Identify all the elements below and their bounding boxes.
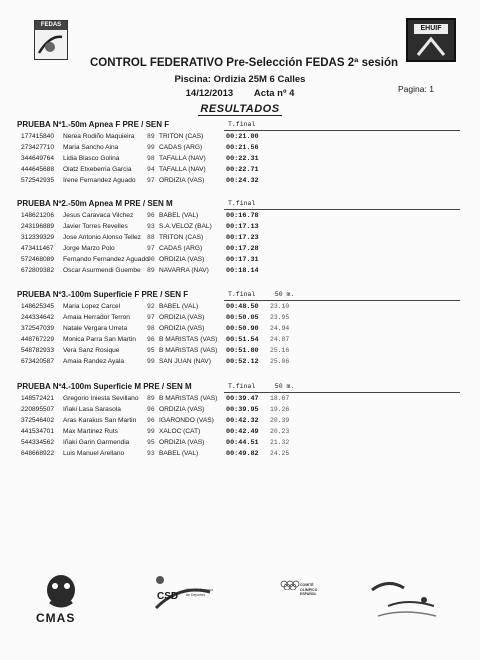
result-row <box>17 243 467 254</box>
license-number: 77415840 <box>24 133 55 140</box>
result-row <box>17 142 467 153</box>
split-50m: 25.06 <box>270 358 290 365</box>
position: 5 <box>21 177 25 184</box>
result-row <box>17 404 467 415</box>
final-time: 00:24.32 <box>226 177 259 185</box>
result-row <box>17 265 467 276</box>
club: ORDIZIA (VAS) <box>159 439 205 446</box>
event-block <box>17 199 467 276</box>
swimmer-name: Jose Antonio Alonso Tellez <box>63 234 141 241</box>
position: 5 <box>21 347 25 354</box>
swimmer-name: Luis Manuel Arellano <box>63 450 125 457</box>
birth-year: 98 <box>147 155 155 162</box>
license-number: 41534701 <box>24 428 55 435</box>
position: 2 <box>21 314 25 321</box>
position-license <box>21 267 54 274</box>
club: XALOC (CAT) <box>159 428 201 435</box>
olympic-rings-icon <box>280 580 300 590</box>
result-row <box>17 221 467 232</box>
swimmer-name: Monica Parra San Martin <box>63 336 136 343</box>
result-row <box>17 437 467 448</box>
result-row <box>17 415 467 426</box>
position: 1 <box>21 133 25 140</box>
swimmer-name: Jesus Caravaca Vilchez <box>63 212 134 219</box>
position-license <box>21 450 54 457</box>
time-column-header: T.final 50 m. <box>228 383 295 390</box>
position-license <box>21 325 54 332</box>
swimmer-name: Javier Torres Revelles <box>63 223 128 230</box>
swimmer-name: Iñaki Lasa Sarasola <box>63 406 121 413</box>
position: 2 <box>21 406 25 413</box>
license-number: 48621206 <box>24 212 55 219</box>
license-number: 43196889 <box>24 223 55 230</box>
license-number: 72809382 <box>24 267 55 274</box>
position-license <box>21 395 54 402</box>
swimmer-name: Natale Vergara Urreta <box>63 325 128 332</box>
birth-year: 99 <box>147 144 155 151</box>
position-license <box>21 234 54 241</box>
position: 1 <box>21 395 25 402</box>
position: 3 <box>21 234 25 241</box>
split-50m: 19.26 <box>270 406 290 413</box>
birth-year: 93 <box>147 450 155 457</box>
final-time: 00:17.28 <box>226 245 259 253</box>
event-header <box>17 382 467 393</box>
result-row <box>17 393 467 404</box>
position-license <box>21 245 54 252</box>
position: 4 <box>21 166 25 173</box>
license-number: 48572421 <box>24 395 55 402</box>
birth-year: 96 <box>147 212 155 219</box>
birth-year: 97 <box>147 245 155 252</box>
result-row <box>17 356 467 367</box>
club: BABEL (VAL) <box>159 303 199 310</box>
position-license <box>21 417 54 424</box>
club: TRITON (CAS) <box>159 234 204 241</box>
final-time: 00:17.13 <box>226 223 259 231</box>
club: ORDIZIA (VAS) <box>159 314 205 321</box>
swimmer-name: Oscar Asurmendi Guembe <box>63 267 141 274</box>
time-column-header: T.final <box>228 121 256 128</box>
birth-year: 96 <box>147 406 155 413</box>
position-license <box>21 303 54 310</box>
event-title: PRUEBA Nº1.-50m Apnea F PRE / SEN F <box>17 120 170 129</box>
final-time: 00:18.14 <box>226 267 259 275</box>
license-number: 72542935 <box>24 177 55 184</box>
swimmer-name: Jorge Marzo Polo <box>63 245 115 252</box>
split-50m: 24.94 <box>270 325 290 332</box>
final-time: 00:17.31 <box>226 256 259 264</box>
event-title: PRUEBA Nº3.-100m Superficie F PRE / SEN F <box>17 290 189 299</box>
license-number: 73420587 <box>24 358 55 365</box>
birth-year: 89 <box>147 133 155 140</box>
swimmer-name: Olatz Etxeberria Garcia <box>63 166 132 173</box>
result-row <box>17 323 467 334</box>
position-license <box>21 133 54 140</box>
swimmer-name: Iñaki Garin Garmendia <box>63 439 130 446</box>
event-title: PRUEBA Nº4.-100m Superficie M PRE / SEN M <box>17 382 192 391</box>
event-header <box>17 120 467 131</box>
position-license <box>21 155 54 162</box>
club: NAVARRA (NAV) <box>159 267 209 274</box>
position-license <box>21 212 54 219</box>
license-number: 48625345 <box>24 303 55 310</box>
position: 4 <box>21 428 25 435</box>
position-license <box>21 439 54 446</box>
date-acta-line: 14/12/2013 Acta nº 4 <box>185 88 295 99</box>
page-title: CONTROL FEDERATIVO Pre-Selección FEDAS 2ª sesión <box>90 57 399 69</box>
club: ORDIZIA (VAS) <box>159 406 205 413</box>
license-number: 48668922 <box>24 450 55 457</box>
cmas-logo-text: CMAS <box>36 611 76 625</box>
birth-year: 99 <box>147 358 155 365</box>
final-time: 00:17.23 <box>226 234 259 242</box>
final-time: 00:52.12 <box>226 358 259 366</box>
club: ORDIZIA (VAS) <box>159 177 205 184</box>
position: 6 <box>21 358 25 365</box>
license-number: 44645688 <box>24 166 55 173</box>
time-column-header: T.final <box>228 200 256 207</box>
final-time: 00:51.80 <box>226 347 259 355</box>
position-license <box>21 336 54 343</box>
final-time: 00:48.50 <box>226 303 259 311</box>
result-row <box>17 131 467 142</box>
section-heading-text: RESULTADOS <box>200 103 280 115</box>
final-time: 00:22.31 <box>226 155 259 163</box>
club: B MARISTAS (VAS) <box>159 336 218 343</box>
birth-year: 88 <box>147 234 155 241</box>
birth-year: 96 <box>147 417 155 424</box>
birth-year: 93 <box>147 223 155 230</box>
swimmer-name: Amaia Herrador Terron <box>63 314 130 321</box>
birth-year: 92 <box>147 303 155 310</box>
fedas-emblem-icon <box>35 31 66 59</box>
split-50m: 24.25 <box>270 450 290 457</box>
club: CADAS (ARG) <box>159 144 203 151</box>
club: TRITON (CAS) <box>159 133 204 140</box>
event-title: PRUEBA Nº2.-50m Apnea M PRE / SEN M <box>17 199 173 208</box>
split-50m: 23.10 <box>270 303 290 310</box>
fedas-logo <box>34 20 68 60</box>
birth-year: 95 <box>147 439 155 446</box>
final-time: 00:21.00 <box>226 133 259 141</box>
birth-year: 97 <box>147 314 155 321</box>
result-row <box>17 448 467 459</box>
swimmer-name: Lidia Blasco Golina <box>63 155 120 162</box>
coe-caption: COMITÉ OLÍMPICO ESPAÑOL <box>300 583 318 596</box>
birth-year: 94 <box>147 166 155 173</box>
final-time: 00:42.49 <box>226 428 259 436</box>
result-row <box>17 153 467 164</box>
split-50m: 20.23 <box>270 428 290 435</box>
final-time: 00:50.05 <box>226 314 259 322</box>
swimmer-name: Amaia Randez Ayala <box>63 358 125 365</box>
time-column-header: T.final 50 m. <box>228 291 295 298</box>
section-heading <box>0 103 480 115</box>
position: 1 <box>21 212 25 219</box>
license-number: 48767229 <box>24 336 55 343</box>
result-row <box>17 164 467 175</box>
venue-line: Piscina: Ordizia 25M 6 Calles <box>174 74 306 85</box>
position: 2 <box>21 144 25 151</box>
split-50m: 24.87 <box>270 336 290 343</box>
birth-year: 96 <box>147 336 155 343</box>
position-license <box>21 256 54 263</box>
birth-year: 95 <box>147 347 155 354</box>
result-row <box>17 254 467 265</box>
position-license <box>21 347 54 354</box>
swimmer-name: Aras Karakus San Martin <box>63 417 137 424</box>
result-row <box>17 301 467 312</box>
position-license <box>21 177 54 184</box>
birth-year: 99 <box>147 428 155 435</box>
position: 2 <box>21 223 25 230</box>
birth-year: 98 <box>147 325 155 332</box>
position-license <box>21 314 54 321</box>
club: S.A.VELOZ (BAL) <box>159 223 212 230</box>
split-50m: 18.67 <box>270 395 290 402</box>
swimmer-name: Gregorio Iniesta Sevillano <box>63 395 139 402</box>
swimmer-name: Max Martinez Ruts <box>63 428 118 435</box>
event-header <box>17 290 467 301</box>
final-time: 00:44.51 <box>226 439 259 447</box>
final-time: 00:22.71 <box>226 166 259 174</box>
page-number: Pagina: 1 <box>398 84 434 94</box>
result-row <box>17 210 467 221</box>
event-block <box>17 290 467 367</box>
csd-caption: Consejo Superior de Deportes <box>186 588 214 597</box>
swimmer-name: Irene Fernandez Aguado <box>63 177 136 184</box>
position: 5 <box>21 256 25 263</box>
result-row <box>17 426 467 437</box>
birth-year: 97 <box>147 177 155 184</box>
fedas-logo-text: FEDAS <box>35 21 67 30</box>
license-number: 73411467 <box>24 245 54 252</box>
swimmer-name: Vera Sanz Rosique <box>63 347 120 354</box>
final-time: 00:39.47 <box>226 395 259 403</box>
result-row <box>17 345 467 356</box>
position: 4 <box>21 245 25 252</box>
swimmer-name: Fernando Fernandez Aguado <box>63 256 149 263</box>
split-50m: 21.32 <box>270 439 290 446</box>
position: 3 <box>21 417 25 424</box>
final-time: 00:16.78 <box>226 212 259 220</box>
ehuif-logo <box>406 18 456 62</box>
final-time: 00:39.95 <box>226 406 259 414</box>
license-number: 44334642 <box>24 314 55 321</box>
ehuif-logo-text: EHUIF <box>414 24 448 34</box>
final-time: 00:51.54 <box>226 336 259 344</box>
swimmer-name: Nerea Rodiño Maquieira <box>63 133 135 140</box>
position: 3 <box>21 325 25 332</box>
final-time: 00:50.90 <box>226 325 259 333</box>
club: CADAS (ARG) <box>159 245 203 252</box>
csd-logo-text: CSD <box>157 591 179 602</box>
club: BABEL (VAL) <box>159 450 199 457</box>
club: TAFALLA (NAV) <box>159 166 206 173</box>
split-50m: 25.16 <box>270 347 290 354</box>
license-number: 48782933 <box>24 347 55 354</box>
club: B MARISTAS (VAS) <box>159 347 218 354</box>
position: 6 <box>21 267 25 274</box>
event-block <box>17 382 467 459</box>
position-license <box>21 406 54 413</box>
license-number: 44649764 <box>24 155 55 162</box>
event-header <box>17 199 467 210</box>
club: ORDIZIA (VAS) <box>159 256 205 263</box>
position-license <box>21 428 54 435</box>
swimmer-name: Maria Sancho Aina <box>63 144 119 151</box>
birth-year: 89 <box>147 395 155 402</box>
license-number: 72547039 <box>24 325 55 332</box>
position: 6 <box>21 450 25 457</box>
swimmer-emblem-icon <box>368 576 440 622</box>
split-50m: 23.95 <box>270 314 290 321</box>
birth-year: 90 <box>147 256 155 263</box>
license-number: 73427710 <box>24 144 55 151</box>
position-license <box>21 223 54 230</box>
final-time: 00:42.32 <box>226 417 259 425</box>
result-row <box>17 232 467 243</box>
club: TAFALLA (NAV) <box>159 155 206 162</box>
position: 3 <box>21 155 25 162</box>
club: ORDIZIA (VAS) <box>159 325 205 332</box>
position-license <box>21 358 54 365</box>
result-row <box>17 175 467 186</box>
cmas-emblem-icon <box>40 572 82 610</box>
final-time: 00:49.82 <box>226 450 259 458</box>
club: IGARONDO (VAS) <box>159 417 214 424</box>
license-number: 20895507 <box>24 406 55 413</box>
license-number: 44334562 <box>24 439 55 446</box>
club: B MARISTAS (VAS) <box>159 395 218 402</box>
position-license <box>21 144 54 151</box>
position: 4 <box>21 336 25 343</box>
birth-year: 89 <box>147 267 155 274</box>
result-row <box>17 312 467 323</box>
swimmer-name: Maria Lopez Carcel <box>63 303 121 310</box>
result-row <box>17 334 467 345</box>
position: 5 <box>21 439 25 446</box>
ehuif-emblem-icon <box>408 35 454 61</box>
event-block <box>17 120 467 186</box>
license-number: 12339329 <box>24 234 55 241</box>
license-number: 72468089 <box>24 256 55 263</box>
position: 1 <box>21 303 25 310</box>
split-50m: 20.39 <box>270 417 290 424</box>
license-number: 72546402 <box>24 417 55 424</box>
club: SAN JUAN (NAV) <box>159 358 211 365</box>
club: BABEL (VAL) <box>159 212 199 219</box>
final-time: 00:21.56 <box>226 144 259 152</box>
position-license <box>21 166 54 173</box>
